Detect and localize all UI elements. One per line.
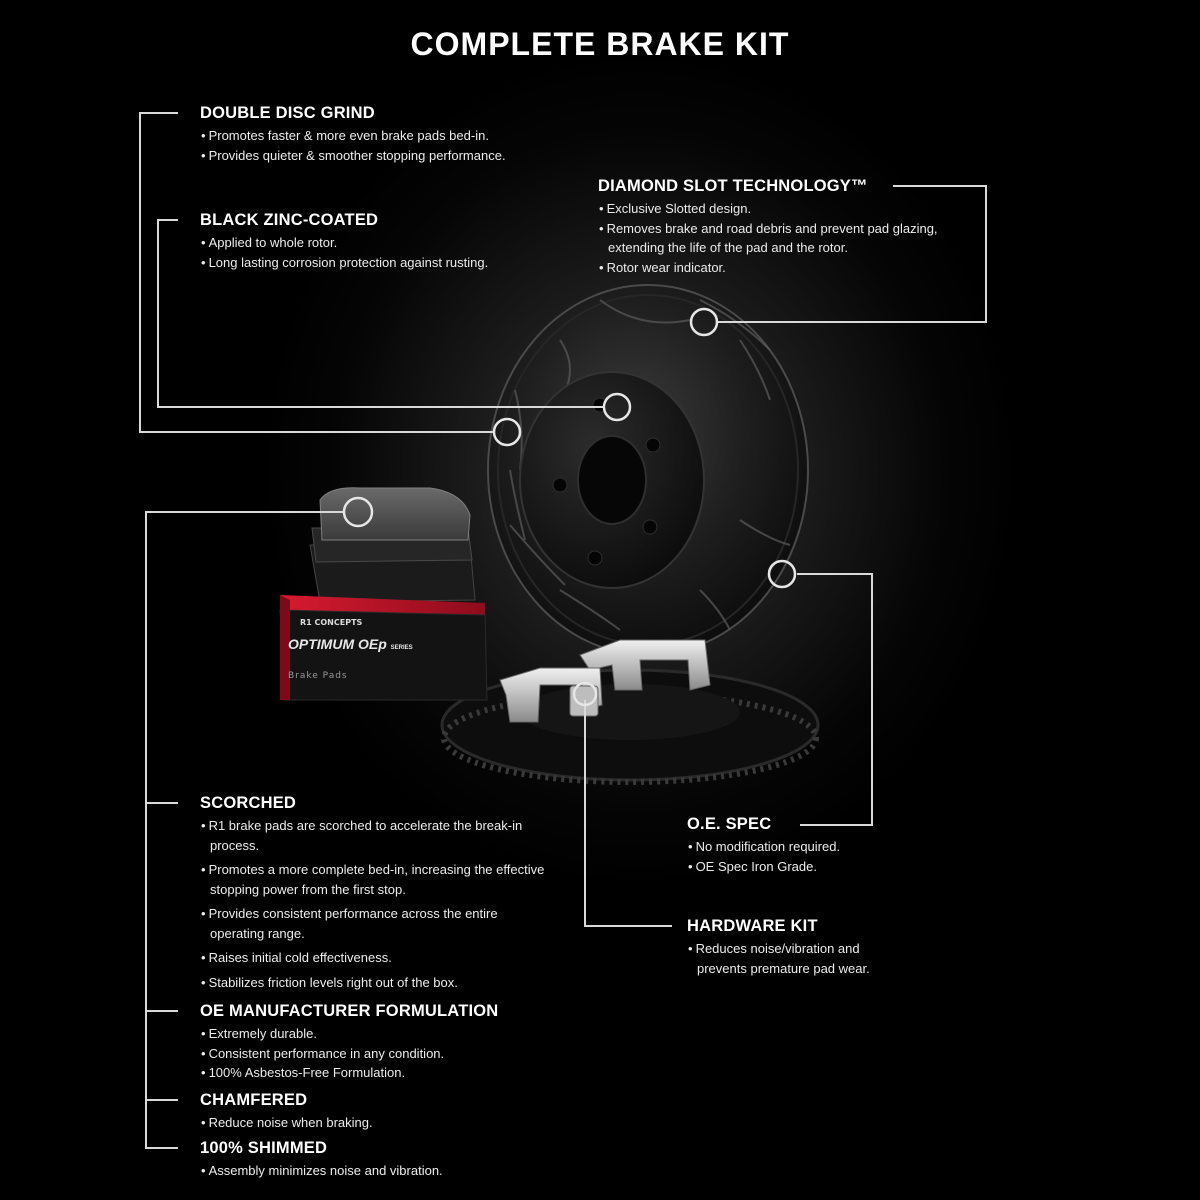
feature-bullet: • No modification required. [687, 837, 947, 857]
feature-bullet: • Promotes a more complete bed-in, increasing the effective stopping power from the first stop. [200, 860, 545, 899]
feature-bullet: • OE Spec Iron Grade. [687, 857, 947, 877]
feature-diamond-slot-technology [598, 177, 958, 277]
box-product-label: Brake Pads [288, 671, 348, 681]
box-brand-label: R1 CONCEPTS [300, 618, 363, 627]
feature-heading: O.E. SPEC [687, 815, 772, 833]
feature-heading: SCORCHED [200, 794, 297, 812]
feature-bullet: • Stabilizes friction levels right out of the box. [200, 973, 545, 993]
feature-bullet: • Provides quieter & smoother stopping performance. [200, 146, 580, 166]
brake-rotor [488, 285, 808, 655]
box-series-name: OPTIMUM OEp [288, 636, 387, 652]
feature-oe-manufacturer-formulation [200, 1002, 580, 1083]
feature-oe-spec [687, 815, 947, 876]
feature-bullet: • Rotor wear indicator. [598, 258, 958, 278]
feature-bullet: • Applied to whole rotor. [200, 233, 580, 253]
brake-pads [310, 488, 475, 602]
feature-bullet: • Exclusive Slotted design. [598, 199, 958, 219]
feature-bullet: • 100% Asbestos-Free Formulation. [200, 1063, 580, 1083]
feature-bullet: • Removes brake and road debris and prevent pad glazing, extending the life of the pad and the rotor. [598, 219, 958, 258]
feature-bullet: • Extremely durable. [200, 1024, 580, 1044]
box-series-label [288, 636, 413, 652]
feature-scorched [200, 794, 545, 992]
feature-chamfered [200, 1091, 580, 1133]
page-title: COMPLETE BRAKE KIT [410, 26, 790, 62]
feature-heading: OE MANUFACTURER FORMULATION [200, 1002, 499, 1020]
feature-heading: CHAMFERED [200, 1091, 308, 1109]
feature-bullet: • Promotes faster & more even brake pads bed-in. [200, 126, 580, 146]
feature-black-zinc-coated [200, 211, 580, 272]
feature-hardware-kit [687, 917, 902, 978]
feature-bullet: • Raises initial cold effectiveness. [200, 948, 545, 968]
feature-heading: HARDWARE KIT [687, 917, 818, 935]
feature-heading: BLACK ZINC-COATED [200, 211, 379, 229]
feature-bullet: • Long lasting corrosion protection against rusting. [200, 253, 580, 273]
feature-bullet: • Consistent performance in any condition. [200, 1044, 580, 1064]
feature-heading: 100% SHIMMED [200, 1139, 328, 1157]
feature-double-disc-grind [200, 104, 580, 165]
box-series-tag: SERIES [390, 645, 413, 651]
feature-heading: DOUBLE DISC GRIND [200, 104, 375, 122]
feature-bullet: • Reduces noise/vibration and prevents premature pad wear. [687, 939, 902, 978]
feature-100-percent-shimmed [200, 1139, 580, 1181]
feature-bullet: • Assembly minimizes noise and vibration. [200, 1161, 580, 1181]
feature-bullet: • R1 brake pads are scorched to accelerate the break-in process. [200, 816, 545, 855]
feature-heading: DIAMOND SLOT TECHNOLOGY™ [598, 177, 868, 195]
feature-bullet: • Provides consistent performance across the entire operating range. [200, 904, 545, 943]
feature-bullet: • Reduce noise when braking. [200, 1113, 580, 1133]
